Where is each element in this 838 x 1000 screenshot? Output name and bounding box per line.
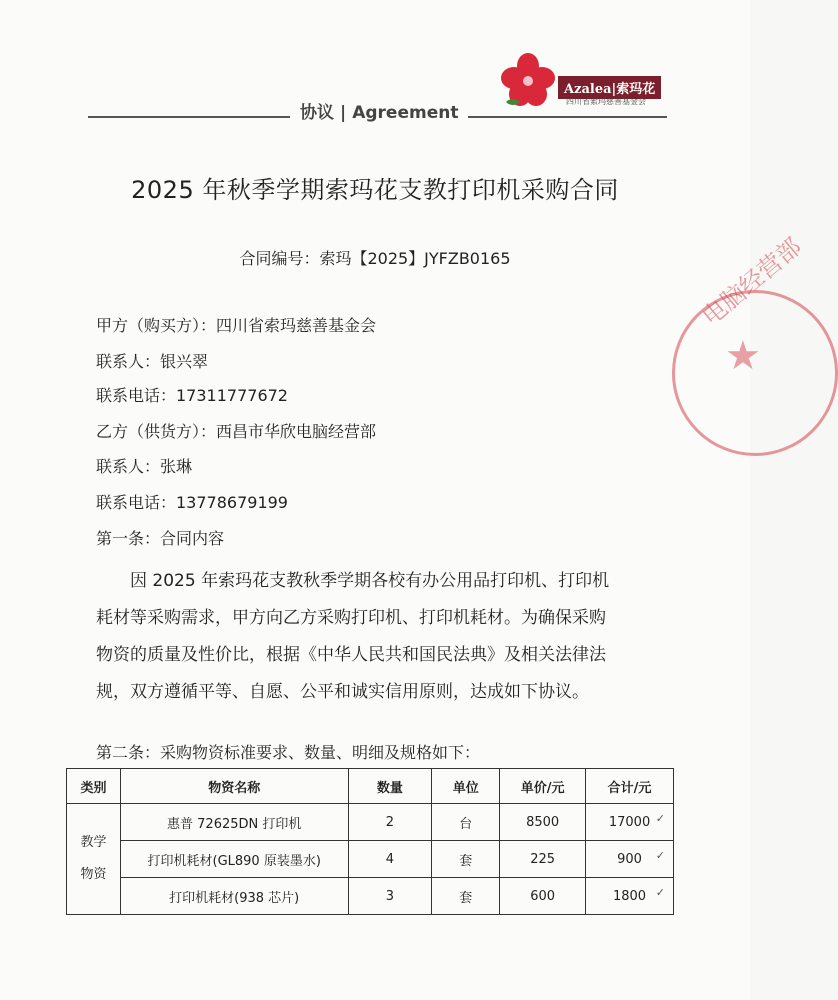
category-line: 教学 bbox=[80, 835, 107, 850]
item-total: 17000 bbox=[608, 814, 651, 830]
article1-line: 物资的质量及性价比，根据《中华人民共和国民法典》及相关法律法 bbox=[96, 645, 606, 665]
header-unit: 单位 bbox=[432, 769, 500, 804]
item-total-cell bbox=[586, 878, 674, 915]
article1-line: 规，双方遵循平等、自愿、公平和诚实信用原则，达成如下协议。 bbox=[96, 682, 589, 702]
header-quantity: 数量 bbox=[348, 769, 432, 804]
category-cell bbox=[67, 804, 121, 915]
company-seal-stamp bbox=[672, 232, 838, 456]
logo-subtext: 四川省索玛慈善基金会 bbox=[566, 97, 646, 106]
header-label-cn: 协议 bbox=[300, 103, 334, 123]
item-name: 惠普 72625DN 打印机 bbox=[120, 804, 348, 841]
table-row bbox=[67, 804, 674, 841]
item-qty: 2 bbox=[348, 804, 432, 841]
item-qty: 3 bbox=[348, 878, 432, 915]
article2-heading: 第二条：采购物资标准要求、数量、明细及规格如下： bbox=[96, 743, 481, 762]
table-row bbox=[67, 878, 674, 915]
check-mark-icon: ✓ bbox=[655, 812, 665, 825]
stamp-text: 电脑经营部 bbox=[696, 232, 807, 332]
header-total: 合计/元 bbox=[586, 769, 674, 804]
header-label-en: Agreement bbox=[352, 103, 459, 123]
article1-line: 因 2025 年索玛花支教秋季学期各校有办公用品打印机、打印机 bbox=[130, 571, 610, 591]
item-price: 600 bbox=[500, 878, 586, 915]
procurement-table bbox=[66, 768, 674, 915]
azalea-flower-icon bbox=[498, 52, 558, 110]
party-b-phone: 联系电话：13778679199 bbox=[96, 493, 288, 512]
logo-wordmark: Azalea|索玛花 bbox=[558, 76, 661, 99]
item-price: 8500 bbox=[500, 804, 586, 841]
item-total: 1800 bbox=[612, 888, 647, 904]
header-category: 类别 bbox=[67, 769, 121, 804]
stamp-star-icon: ★ bbox=[725, 333, 761, 379]
party-b-label: 乙方（供货方）：西昌市华欣电脑经营部 bbox=[96, 422, 377, 441]
party-b-contact: 联系人：张琳 bbox=[96, 457, 193, 476]
article1-heading: 第一条：合同内容 bbox=[96, 529, 225, 548]
table-row bbox=[67, 841, 674, 878]
category-line: 物资 bbox=[80, 867, 107, 882]
item-total: 900 bbox=[617, 851, 642, 867]
party-a-phone: 联系电话：17311777672 bbox=[96, 386, 288, 405]
item-unit: 套 bbox=[432, 878, 500, 915]
contract-number: 合同编号：索玛【2025】JYFZB0165 bbox=[239, 249, 511, 268]
check-mark-icon: ✓ bbox=[655, 886, 665, 899]
header-unit-price: 单价/元 bbox=[500, 769, 586, 804]
item-name: 打印机耗材(938 芯片) bbox=[120, 878, 348, 915]
check-mark-icon: ✓ bbox=[655, 849, 665, 862]
item-total-cell bbox=[586, 841, 674, 878]
party-a-contact: 联系人：银兴翠 bbox=[96, 352, 209, 371]
document-title: 2025 年秋季学期索玛花支教打印机采购合同 bbox=[131, 176, 619, 204]
header-label bbox=[290, 98, 468, 123]
party-a-label: 甲方（购买方）：四川省索玛慈善基金会 bbox=[96, 316, 377, 335]
item-name: 打印机耗材(GL890 原装墨水) bbox=[120, 841, 348, 878]
table-header-row bbox=[67, 769, 674, 804]
article1-paragraph bbox=[96, 563, 696, 711]
item-qty: 4 bbox=[348, 841, 432, 878]
item-price: 225 bbox=[500, 841, 586, 878]
header-separator: | bbox=[340, 103, 347, 123]
article1-line: 耗材等采购需求，甲方向乙方采购打印机、打印机耗材。为确保采购 bbox=[96, 608, 606, 628]
azalea-logo bbox=[498, 52, 673, 112]
header-item-name: 物资名称 bbox=[120, 769, 348, 804]
item-unit: 台 bbox=[432, 804, 500, 841]
item-total-cell bbox=[586, 804, 674, 841]
item-unit: 套 bbox=[432, 841, 500, 878]
